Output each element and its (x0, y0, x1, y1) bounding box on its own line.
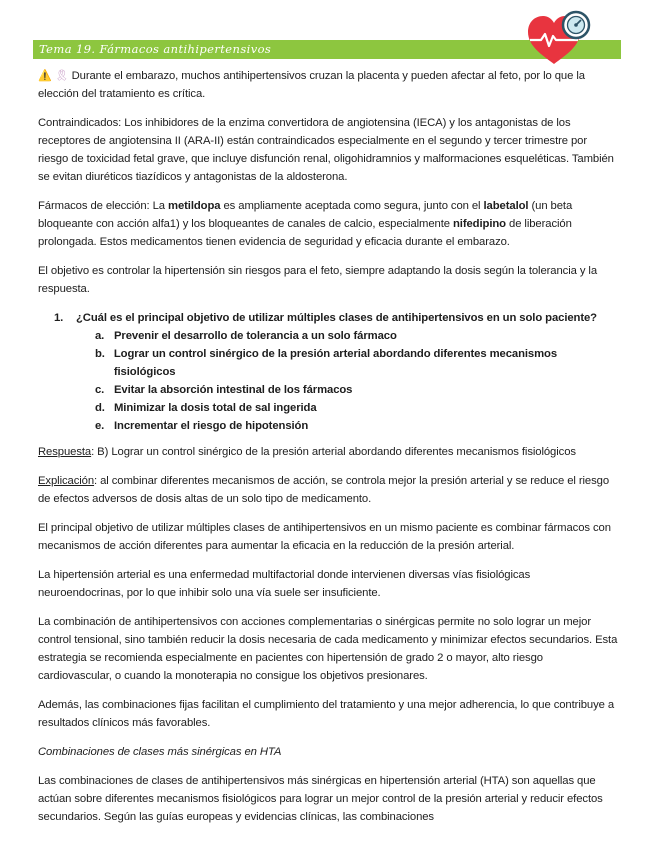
metildopa-term: metildopa (168, 200, 221, 212)
answer-label: Respuesta (38, 446, 92, 458)
nifedipino-term: nifedipino (453, 218, 506, 230)
explanation-text: : al combinar diferentes mecanismos de acción, se controla mejor la presión arterial y se reduce el riesgo de efectos adversos de dosis altas de un solo tipo de medicamento. (38, 475, 610, 505)
body-paragraph: Además, las combinaciones fijas facilitan el cumplimiento del tratamiento y una mejor adherencia, lo que contribuye a resultados clínicos más favorables. (38, 699, 615, 729)
answer-paragraph (38, 443, 618, 461)
intro-text: Durante el embarazo, muchos antihipertensivos cruzan la placenta y pueden afectar al feto, por lo que la elección del tratamiento es crítica. (38, 70, 585, 100)
option-b: b. Lograr un control sinérgico de la presión arterial abordando diferentes mecanismos fisiológicos (95, 348, 558, 378)
option-a: a. Prevenir el desarrollo de tolerancia a un solo fármaco (95, 330, 397, 342)
page-header-title: Tema 19. Fármacos antihipertensivos (39, 42, 272, 56)
intro-paragraph (38, 67, 618, 103)
section-subheading: Combinaciones de clases más sinérgicas en HTA (38, 746, 282, 758)
explanation-label: Explicación (38, 475, 95, 487)
question-stem (54, 309, 618, 327)
objective-paragraph: El objetivo es controlar la hipertensión sin riesgos para el feto, siempre adaptando la dosis según la tolerancia y la respuesta. (38, 265, 598, 295)
option-e: e. Incrementar el riesgo de hipotensión (95, 420, 309, 432)
question-number: 1. (54, 312, 64, 324)
ribbon-icon: 🎗 (54, 70, 69, 82)
body-paragraph: El principal objetivo de utilizar múltiples clases de antihipertensivos en un mismo paciente es combinar fármacos con mecanismos de acción diferentes para aumentar la eficacia en la reducción de la presión arterial. (38, 522, 611, 552)
explanation-paragraph (38, 472, 618, 508)
body-paragraph: La combinación de antihipertensivos con acciones complementarias o sinérgicas permite no solo lograr un mejor control tensional, sino también reducir la dosis necesaria de cada medicamento y minimizar efectos secundarios. Esta estrategia se recomienda especialmente en pacientes con hipertensión de grado 2 o mayor, alto riesgo cardiovascular, o cuando la monoterapia no consigue los objetivos presionares. (38, 616, 618, 682)
drugs-of-choice-paragraph: Fármacos de elección: La metildopa es ampliamente aceptada como segura, junto con el labetalol (un beta bloqueante con acción alfa1) y los bloqueantes de canales de calcio, especialmente nifedipino de liberación prolongada. Estos medicamentos tienen evidencia de seguridad y eficacia durante el embarazo. (38, 200, 573, 248)
option-d: d. Minimizar la dosis total de sal ingerida (95, 402, 317, 414)
document-body (38, 67, 618, 837)
labetalol-term: labetalol (483, 200, 529, 212)
warning-icon: ⚠️ (38, 70, 52, 82)
body-paragraph: La hipertensión arterial es una enfermedad multifactorial donde intervienen diversas vías fisiológicas neuroendocrinas, por lo que inhibir solo una vía suele ser insuficiente. (38, 569, 531, 599)
contraindications-paragraph: Contraindicados: Los inhibidores de la enzima convertidora de angiotensina (IECA) y los antagonistas de los receptores de angiotensina II (ARA-II) están contraindicados especialmente en el segundo y tercer trimestre por riesgo de toxicidad fetal grave, que incluye disfunción renal, oligohidramnios y malformaciones esqueléticas. También se evitan diuréticos tiazídicos y antagonistas de la aldosterona. (38, 117, 614, 183)
question-text: ¿Cuál es el principal objetivo de utilizar múltiples clases de antihipertensivos en un solo paciente? (76, 312, 597, 324)
final-paragraph: Las combinaciones de clases de antihipertensivos más sinérgicas en hipertensión arterial (HTA) son aquellas que actúan sobre diferentes mecanismos fisiológicos para lograr un mejor control de la presión arterial y reducir efectos secundarios. Según las guías europeas y evidencias clínicas, las combinaciones (38, 775, 603, 823)
answer-text: : B) Lograr un control sinérgico de la presión arterial abordando diferentes mecanismos fisiológicos (91, 446, 576, 458)
option-c: c. Evitar la absorción intestinal de los fármacos (95, 384, 353, 396)
question-options (38, 327, 618, 435)
question-block (38, 309, 618, 435)
heart-gauge-icon (524, 10, 594, 68)
